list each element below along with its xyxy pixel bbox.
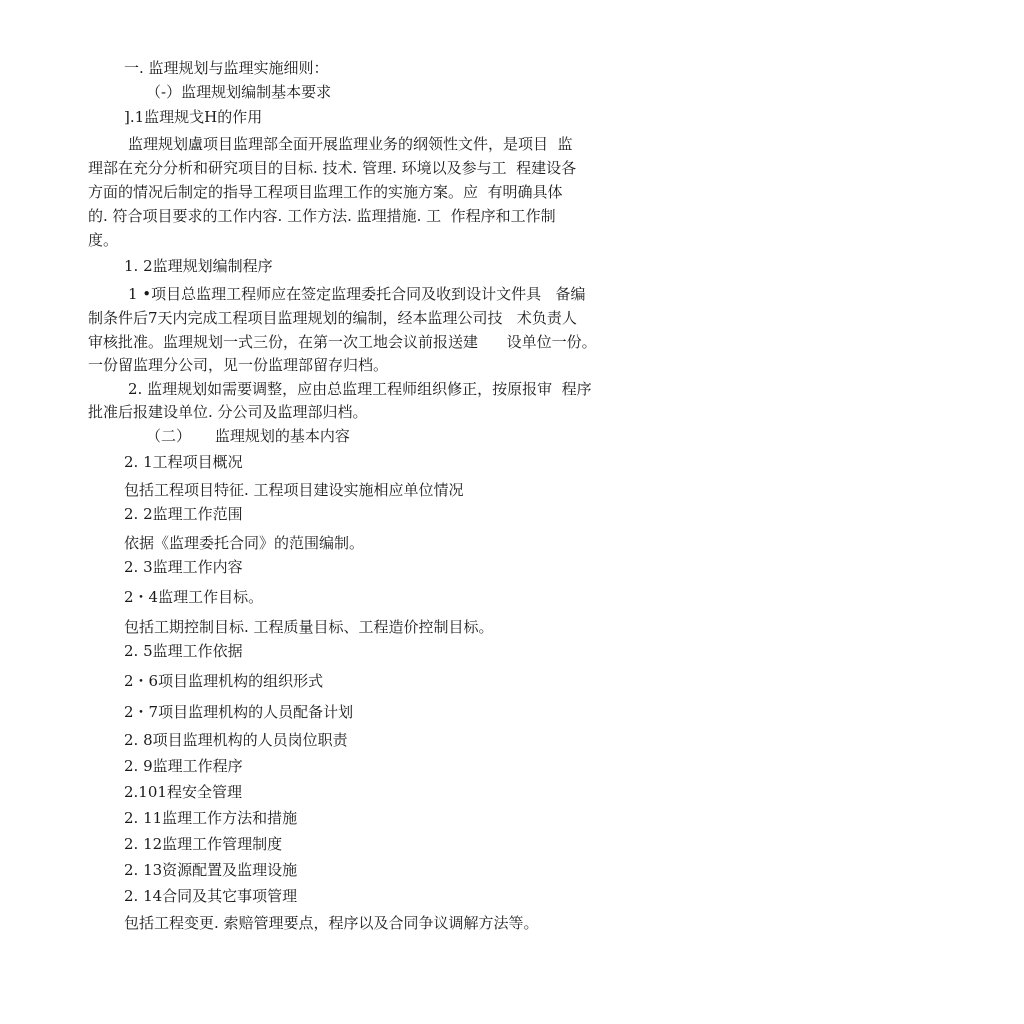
paragraph-line: 方面的情况后制定的指导工程项目监理工作的实施方案。应 有明确具体 [88, 183, 563, 201]
list-item: 2. 1工程项目概况 [124, 453, 243, 471]
list-item: 2. 3监理工作内容 [124, 558, 243, 576]
subsection-1-1-title: ].1监理规戈H的作用 [124, 108, 263, 126]
subsection-1-2-title: 1. 2监理规划编制程序 [124, 257, 273, 275]
list-item: 2・7项目监理机构的人员配备计划 [124, 703, 354, 721]
list-item: 2. 12监理工作管理制度 [124, 835, 283, 853]
paragraph-line: 的. 符合项目要求的工作内容. 工作方法. 监理措施. 工 作程序和工作制 [88, 207, 556, 225]
paragraph-line: 1 •项目总监理工程师应在签定监理委托合同及收到设计文件具 备编 [128, 285, 586, 303]
list-item: 2. 11监理工作方法和措施 [124, 809, 298, 827]
paragraph-line: 审核批准。监理规划一式三份，在第一次工地会议前报送建 设单位一份。 [88, 333, 597, 351]
list-item: 包括工程项目特征. 工程项目建设实施相应单位情况 [124, 481, 464, 499]
list-item: 包括工期控制目标. 工程质量目标、工程造价控制目标。 [124, 618, 494, 636]
list-item: 2.101程安全管理 [124, 783, 242, 801]
section-2-title: （二） 监理规划的基本内容 [146, 427, 350, 445]
list-item: 2. 5监理工作依据 [124, 642, 243, 660]
paragraph-line: 监理规划盧项目监理部全面开展监理业务的纲领性文件，是项目 监 [128, 135, 573, 153]
paragraph-line: 一份留监理分公司，见一份监理部留存归档。 [88, 356, 389, 374]
list-item: 包括工程变更. 索赔管理要点，程序以及合同争议调解方法等。 [124, 914, 539, 932]
list-item: 2. 8项目监理机构的人员岗位职责 [124, 731, 348, 749]
list-item: 2・4监理工作目标。 [124, 588, 264, 606]
main-heading: 一. 监理规划与监理实施细则： [124, 59, 329, 77]
list-item: 2・6项目监理机构的组织形式 [124, 672, 324, 690]
paragraph-line: 2. 监理规划如需要调整，应由总监理工程师组织修正，按原报审 程序 [128, 380, 592, 398]
paragraph-line: 理部在充分分析和研究项目的目标. 技术. 管理. 环境以及参与工 程建设各 [88, 159, 577, 177]
list-item: 依据《监理委托合同》的范围编制。 [124, 534, 365, 552]
paragraph-line: 批准后报建设单位. 分公司及监理部归档。 [88, 403, 368, 421]
paragraph-line: 度。 [88, 231, 119, 249]
list-item: 2. 14合同及其它事项管理 [124, 887, 298, 905]
list-item: 2. 9监理工作程序 [124, 757, 243, 775]
list-item: 2. 13资源配置及监理设施 [124, 861, 298, 879]
paragraph-line: 制条件后7天内完成工程项目监理规划的编制，经本监理公司技 术负责人 [88, 309, 577, 327]
section-1-title: （-）监理规划编制基本要求 [146, 83, 332, 101]
list-item: 2. 2监理工作范围 [124, 505, 243, 523]
